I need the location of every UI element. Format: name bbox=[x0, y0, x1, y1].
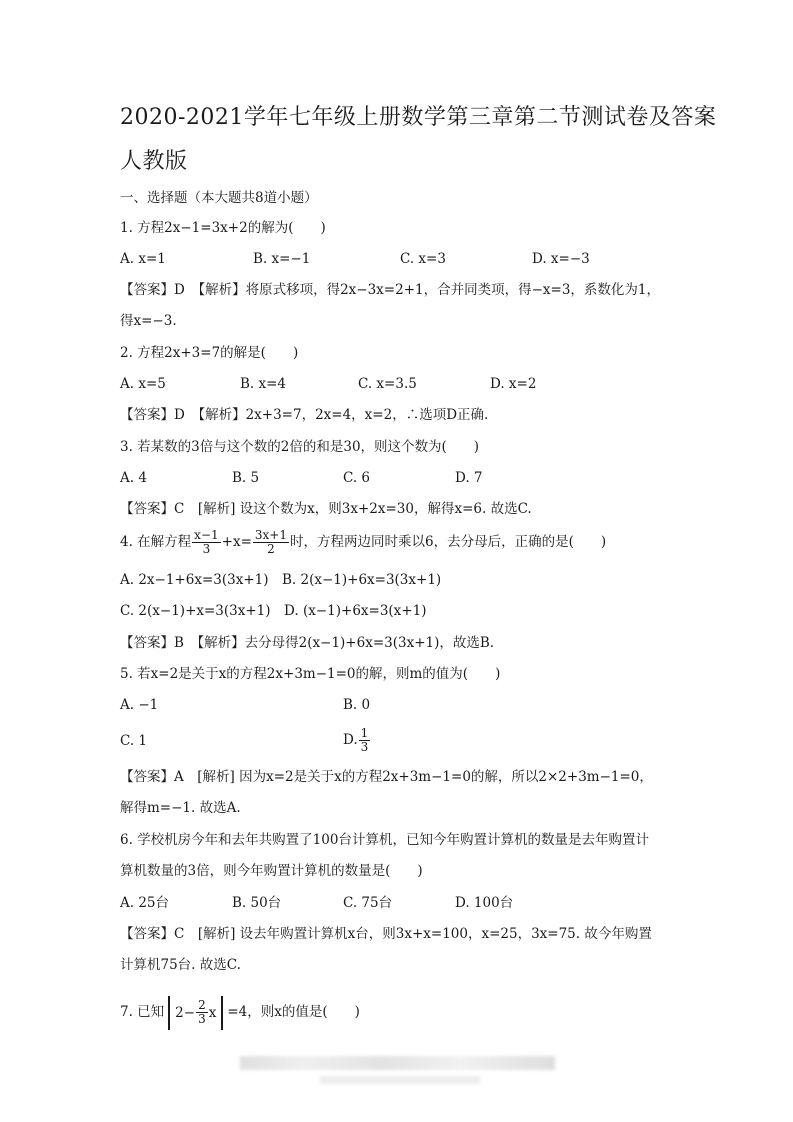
question-7-absolute-value bbox=[168, 996, 223, 1030]
question-6-answer-line1: 【答案】C [解析] 设去年购置计算机x台，则3x+x=100，x=25，3x=75. 故今年购置 bbox=[120, 926, 652, 942]
question-4-stem bbox=[120, 527, 680, 557]
question-2-option-a: A. x=5 bbox=[120, 376, 166, 392]
question-3-option-a: A. 4 bbox=[120, 470, 147, 486]
question-2-option-c: C. x=3.5 bbox=[358, 376, 417, 392]
question-6-option-b: B. 50台 bbox=[232, 895, 282, 911]
question-3-answer: 【答案】C [解析] 设这个数为x，则3x+2x=30，解得x=6. 故选C. bbox=[120, 501, 532, 517]
document-title-line1: 2020-2021学年七年级上册数学第三章第二节测试卷及答案 bbox=[120, 105, 717, 130]
question-4-fraction-1-denominator: 3 bbox=[202, 542, 211, 556]
question-6-option-c: C. 75台 bbox=[343, 895, 393, 911]
question-1-option-a: A. x=1 bbox=[120, 251, 166, 267]
question-5-option-d-numerator: 1 bbox=[360, 726, 369, 740]
question-3-option-c: C. 6 bbox=[343, 470, 371, 486]
question-1-option-b: B. x=−1 bbox=[253, 251, 311, 267]
question-6-stem-line2: 算机数量的3倍，则今年购置计算机的数量是( ) bbox=[120, 863, 423, 879]
section-heading: 一、选择题（本大题共8道小题） bbox=[120, 190, 318, 206]
question-3-stem: 3. 若某数的3倍与这个数的2倍的和是30，则这个数为( ) bbox=[120, 439, 480, 455]
question-5-option-d-denominator: 3 bbox=[360, 740, 369, 754]
question-5-option-d-fraction bbox=[359, 727, 371, 754]
blurred-watermark bbox=[240, 1056, 555, 1070]
question-5-option-c: C. 1 bbox=[120, 733, 148, 749]
question-4-fraction-1-numerator: x−1 bbox=[194, 528, 219, 542]
question-6-answer-line2: 计算机75台. 故选C. bbox=[120, 957, 241, 973]
question-4-fraction-2-denominator: 2 bbox=[267, 542, 275, 556]
question-4-answer: 【答案】B 【解析】去分母得2(x−1)+6x=3(3x+1)，故选B. bbox=[120, 635, 495, 651]
question-7-stem bbox=[120, 994, 680, 1030]
question-4-stem-mid: +x= bbox=[221, 534, 252, 550]
question-3-option-b: B. 5 bbox=[232, 470, 260, 486]
question-1-option-c: C. x=3 bbox=[400, 251, 446, 267]
question-7-abs-right: x bbox=[208, 1004, 217, 1021]
question-4-fraction-1 bbox=[192, 529, 220, 556]
question-7-stem-post: =4，则x的值是( ) bbox=[227, 1004, 360, 1020]
document-title-line2: 人教版 bbox=[120, 149, 188, 174]
question-6-option-d: D. 100台 bbox=[455, 895, 514, 911]
question-1-answer-line2: 得x=−3. bbox=[120, 313, 177, 329]
question-6-option-a: A. 25台 bbox=[120, 895, 170, 911]
question-5-option-a: A. −1 bbox=[120, 697, 159, 713]
question-7-abs-left: 2− bbox=[175, 1004, 196, 1021]
question-1-answer-line1: 【答案】D 【解析】将原式移项，得2x−3x=2+1，合并同类项，得−x=3，系数化为1， bbox=[120, 282, 661, 298]
question-5-stem: 5. 若x=2是关于x的方程2x+3m−1=0的解，则m的值为( ) bbox=[120, 666, 501, 682]
question-7-fraction-numerator: 2 bbox=[198, 998, 206, 1012]
question-4-options-cd: C. 2(x−1)+x=3(3x+1) D. (x−1)+6x=3(x+1) bbox=[120, 603, 427, 619]
question-2-stem: 2. 方程2x+3=7的解是( ) bbox=[120, 345, 299, 361]
question-7-stem-pre: 7. 已知 bbox=[120, 1004, 165, 1020]
question-1-stem: 1. 方程2x−1=3x+2的解为( ) bbox=[120, 220, 326, 236]
question-7-fraction-denominator: 3 bbox=[198, 1012, 206, 1026]
question-5-answer-line2: 解得m=−1. 故选A. bbox=[120, 800, 241, 816]
blurred-watermark-secondary bbox=[320, 1076, 480, 1084]
question-2-answer: 【答案】D 【解析】2x+3=7，2x=4，x=2，∴选项D正确. bbox=[120, 407, 489, 423]
question-4-stem-pre: 4. 在解方程 bbox=[120, 534, 192, 550]
question-5-option-d bbox=[343, 722, 371, 758]
question-4-fraction-2 bbox=[253, 529, 289, 556]
question-2-option-b: B. x=4 bbox=[240, 376, 287, 392]
question-4-stem-post: 时，方程两边同时乘以6，去分母后，正确的是( ) bbox=[289, 534, 607, 550]
question-4-options-ab: A. 2x−1+6x=3(3x+1) B. 2(x−1)+6x=3(3x+1) bbox=[120, 572, 442, 588]
question-2-option-d: D. x=2 bbox=[490, 376, 537, 392]
question-5-option-b: B. 0 bbox=[343, 697, 371, 713]
question-7-fraction bbox=[196, 999, 208, 1026]
question-4-fraction-2-numerator: 3x+1 bbox=[254, 528, 287, 542]
question-5-option-d-label: D. bbox=[343, 732, 358, 748]
question-1-option-d: D. x=−3 bbox=[532, 251, 590, 267]
question-5-answer-line1: 【答案】A [解析] 因为x=2是关于x的方程2x+3m−1=0的解，所以2×2+3m−1=0， bbox=[120, 769, 653, 785]
question-3-option-d: D. 7 bbox=[455, 470, 483, 486]
question-6-stem-line1: 6. 学校机房今年和去年共购置了100台计算机，已知今年购置计算机的数量是去年购置计 bbox=[120, 832, 649, 848]
